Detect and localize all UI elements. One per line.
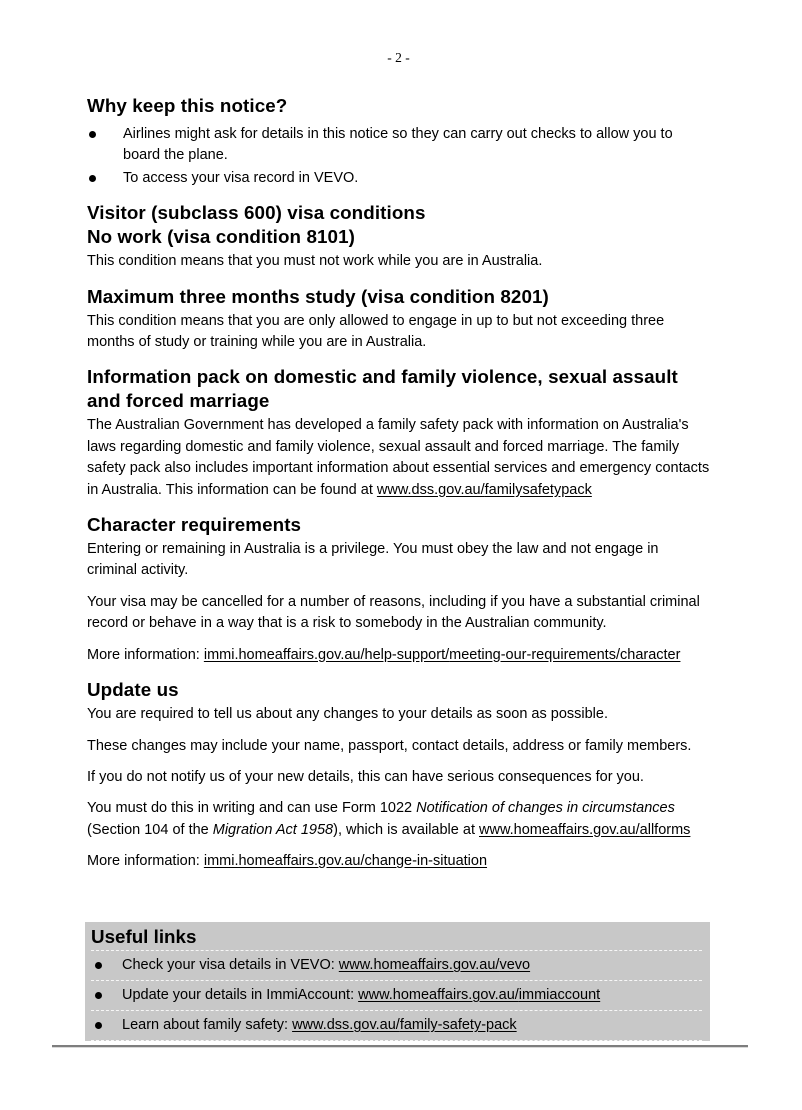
useful-links-list — [91, 950, 702, 1041]
text-run: You are required to tell us about any changes to your details as soon as possible. — [87, 706, 608, 723]
paragraph — [87, 592, 710, 635]
text-run: This condition means that you must not work while you are in Australia. — [87, 253, 543, 270]
paragraph — [87, 251, 710, 272]
doc-section — [87, 94, 710, 189]
inline-link[interactable]: www.homeaffairs.gov.au/allforms — [479, 821, 691, 838]
section-heading-line: Character requirements — [87, 514, 302, 536]
text-run: These changes may include your name, passport, contact details, address or family members. — [87, 737, 692, 754]
section-heading — [87, 201, 710, 249]
paragraph — [87, 798, 710, 841]
text-run: This condition means that you are only allowed to engage in up to but not exceeding three months of study or training while you are in Australia. — [87, 312, 665, 351]
paragraph — [87, 767, 710, 788]
section-heading — [87, 365, 710, 413]
text-run: More information: — [87, 853, 204, 870]
doc-section — [87, 513, 710, 666]
section-heading-line: No work (visa condition 8101) — [87, 226, 355, 248]
section-heading — [87, 285, 710, 309]
useful-links-heading: Useful links — [91, 926, 197, 947]
text-run: Your visa may be cancelled for a number of reasons, including if you have a substantial criminal record or behave in a way that is a risk to somebody in the Australian community. — [87, 593, 700, 632]
footer-divider — [52, 1045, 748, 1047]
section-heading — [87, 94, 710, 118]
bullet-list — [87, 124, 710, 189]
text-run: Update your details in ImmiAccount: — [122, 987, 359, 1003]
inline-link[interactable]: immi.homeaffairs.gov.au/change-in-situation — [203, 853, 488, 870]
section-heading — [87, 513, 710, 537]
list-item — [87, 124, 710, 167]
inline-link[interactable]: www.dss.gov.au/family-safety-pack — [292, 1017, 517, 1033]
text-run: To access your visa record in VEVO. — [123, 169, 359, 186]
section-heading — [87, 678, 710, 702]
list-item — [87, 168, 710, 189]
text-run: More information: — [87, 646, 204, 663]
section-heading-line: Maximum three months study (visa condition 8201) — [87, 285, 549, 307]
text-run: Entering or remaining in Australia is a privilege. You must obey the law and not engage in criminal activity. — [87, 541, 659, 579]
document-body — [87, 94, 710, 873]
doc-section — [87, 285, 710, 354]
italic-text-run: Migration Act 1958 — [212, 821, 334, 838]
list-item — [91, 980, 702, 1010]
list-item — [91, 1010, 702, 1041]
doc-section — [87, 678, 710, 872]
section-heading-line: Information pack on domestic and family violence, sexual assault and forced marriage — [87, 366, 678, 412]
text-run: Check your visa details in VEVO: — [122, 957, 339, 973]
text-run: (Section 104 of the — [87, 821, 213, 838]
section-heading-line: Update us — [87, 679, 179, 701]
doc-section — [87, 201, 710, 272]
doc-section — [87, 365, 710, 501]
paragraph — [87, 415, 710, 501]
paragraph — [87, 851, 710, 872]
text-run: ), which is available at — [333, 821, 479, 838]
paragraph — [87, 311, 710, 354]
useful-links-box — [85, 922, 710, 1041]
inline-link[interactable]: www.homeaffairs.gov.au/vevo — [338, 957, 531, 973]
inline-link[interactable]: immi.homeaffairs.gov.au/help-support/meeting-our-requirements/character — [203, 646, 681, 663]
section-heading-line: Why keep this notice? — [87, 95, 288, 116]
section-heading-line: Visitor (subclass 600) visa conditions — [87, 202, 426, 224]
list-item — [91, 950, 702, 980]
paragraph — [87, 704, 710, 725]
text-run: Learn about family safety: — [122, 1017, 293, 1033]
inline-link[interactable]: www.homeaffairs.gov.au/immiaccount — [358, 987, 601, 1003]
paragraph — [87, 645, 710, 666]
text-run: Airlines might ask for details in this notice so they can carry out checks to allow you to board the plane. — [123, 126, 673, 164]
paragraph — [87, 539, 710, 582]
italic-text-run: Notification of changes in circumstances — [416, 800, 675, 817]
text-run: The Australian Government has developed a family safety pack with information on Australia's laws regarding domestic and family violence, sexual assault and forced marriage. The family safety pack also includes important information about essential services and emergency contacts in Australia. This information can be found at — [87, 417, 710, 498]
inline-link[interactable]: www.dss.gov.au/familysafetypack — [376, 481, 592, 498]
text-run: You must do this in writing and can use Form 1022 — [87, 800, 417, 817]
paragraph — [87, 736, 710, 757]
page-number: - 2 - — [387, 50, 410, 65]
text-run: If you do not notify us of your new details, this can have serious consequences for you. — [87, 768, 644, 785]
